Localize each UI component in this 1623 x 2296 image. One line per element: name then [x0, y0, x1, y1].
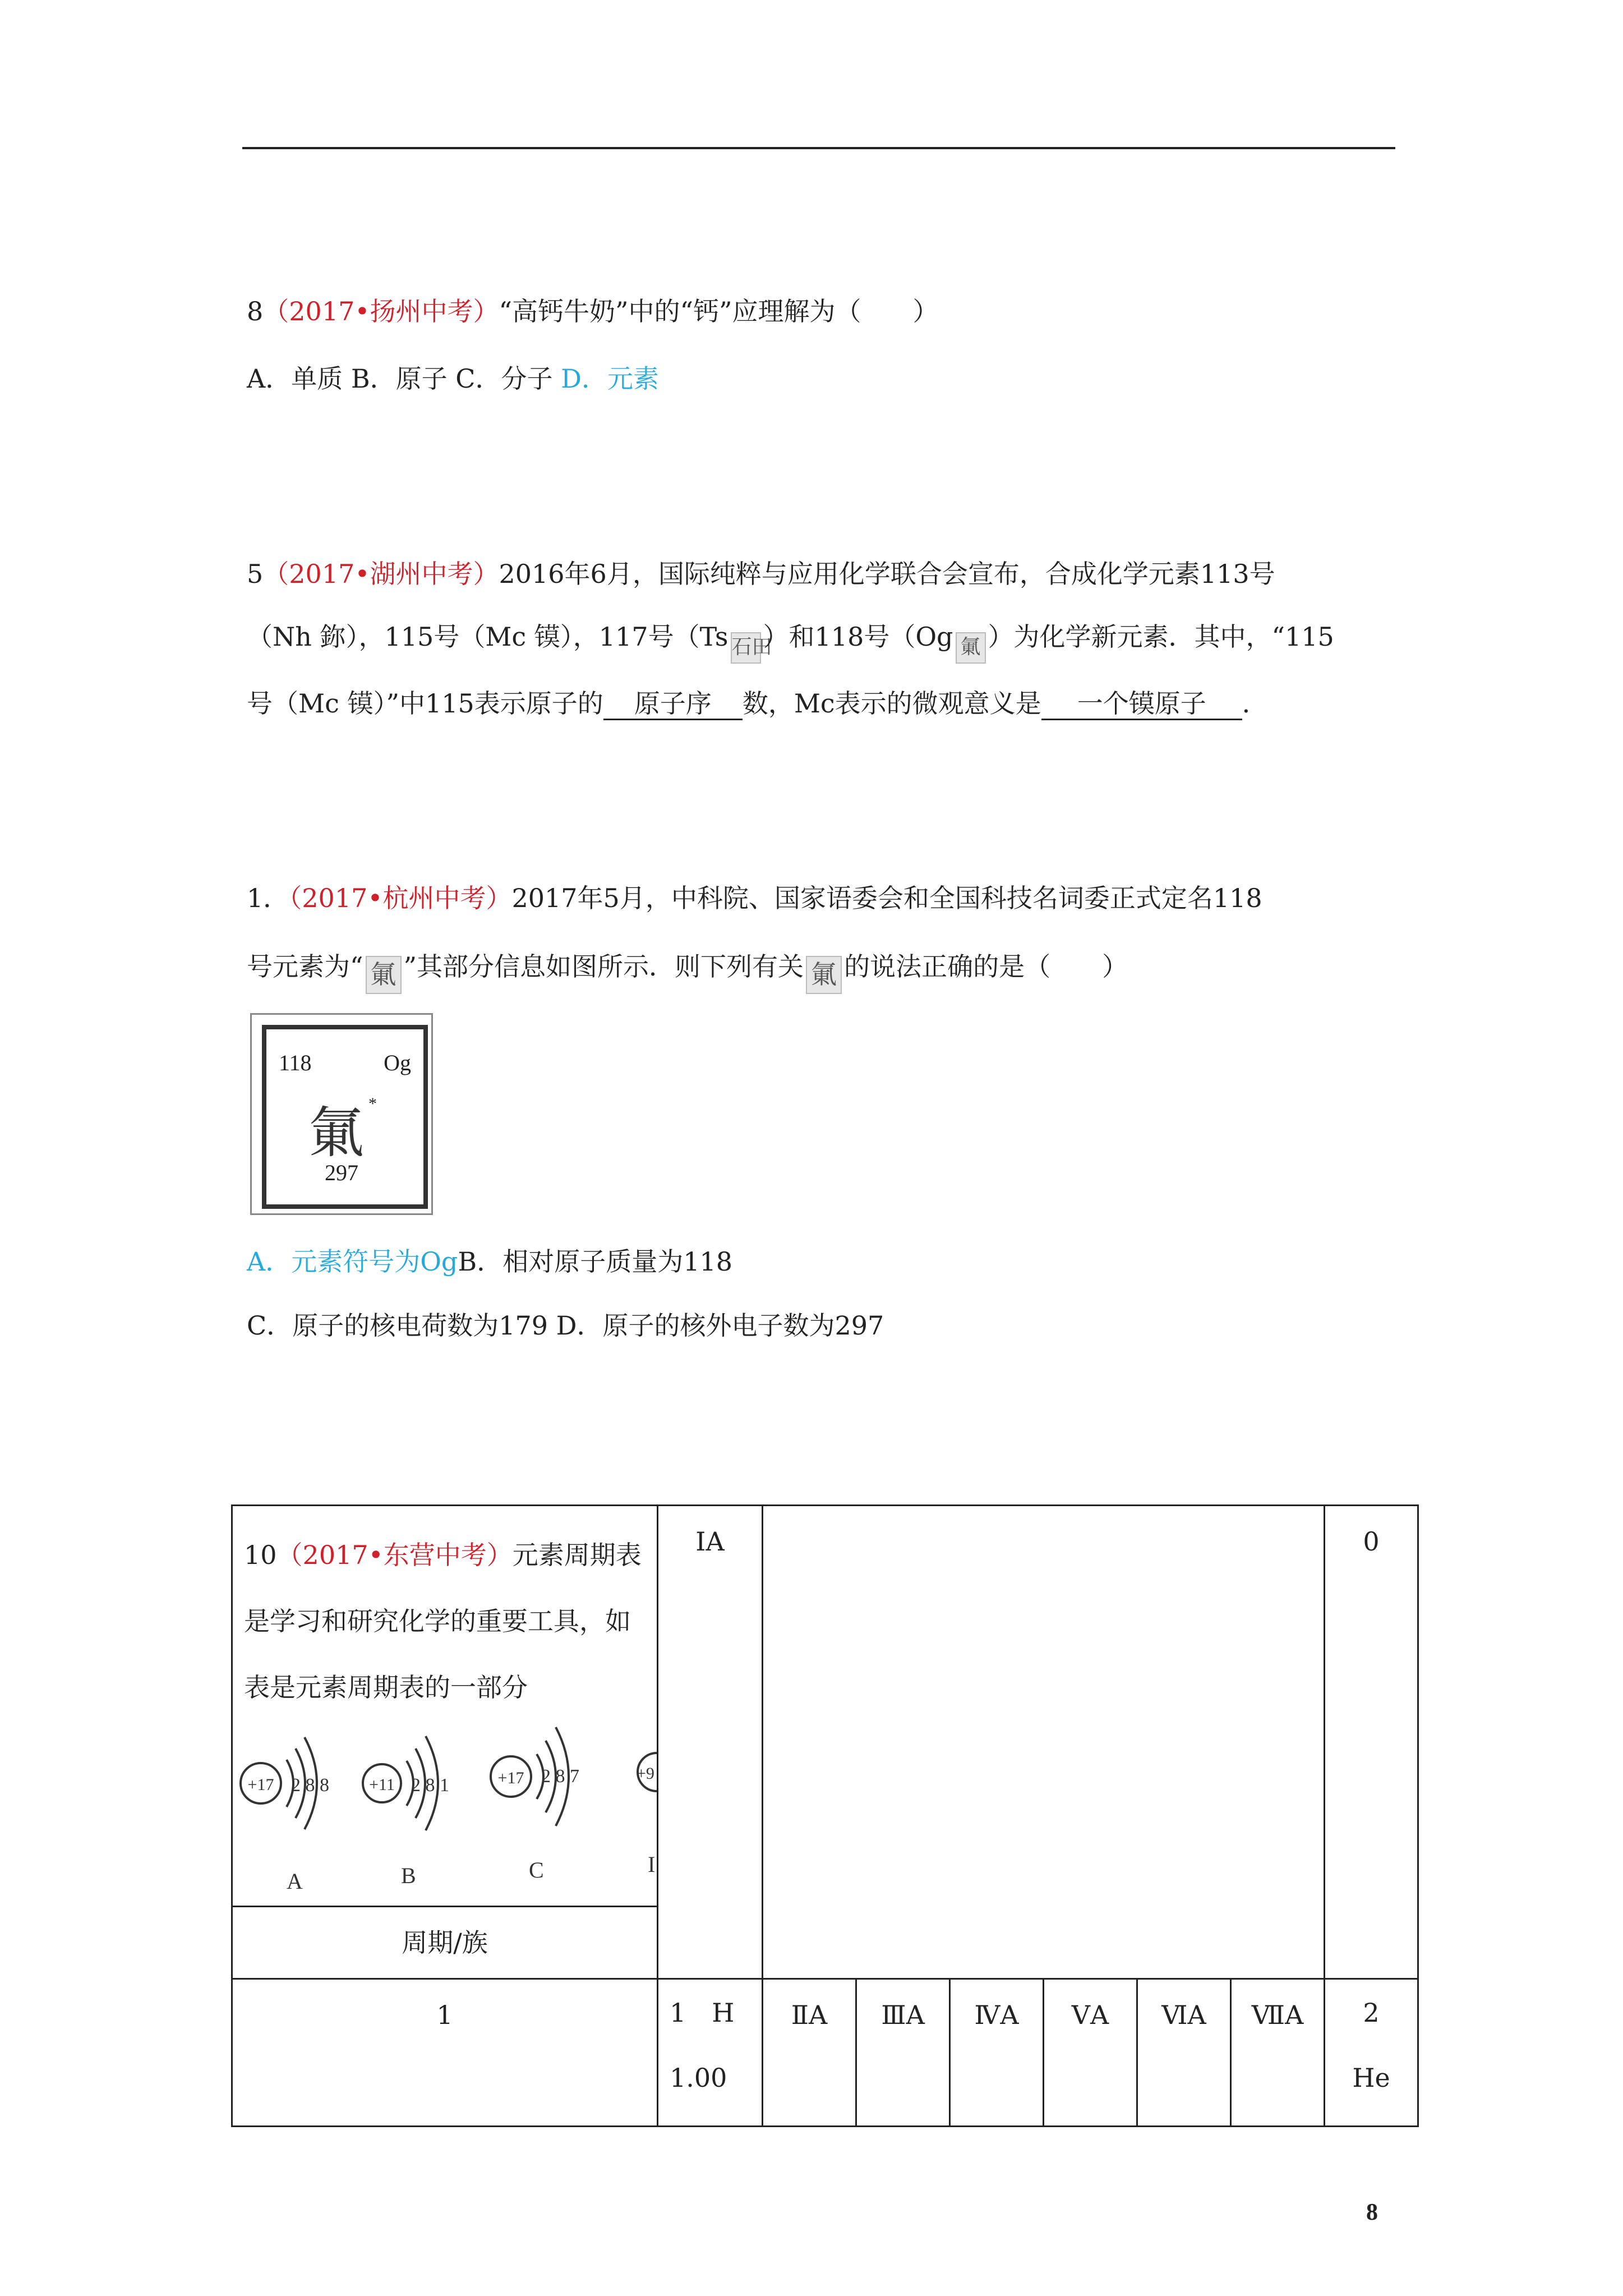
atom-c-nucleus: +17	[497, 1769, 524, 1787]
q1-line-2c: 的说法正确的是（ ）	[844, 951, 1128, 982]
atom-diagram-svg	[233, 1720, 657, 1906]
q1-option-b: B．相对原子质量为118	[458, 1246, 732, 1277]
atom-d-partial	[637, 1753, 657, 1877]
hydrogen-cell	[658, 1979, 763, 2127]
q5-line-2c: ）为化学新元素．其中，“115	[988, 622, 1334, 652]
q1-line-1	[247, 885, 1262, 911]
atom-b-label: B	[401, 1863, 416, 1888]
q5-source: （2017•湖州中考）	[263, 559, 499, 589]
q10-source: （2017•东营中考）	[276, 1540, 513, 1570]
q1-option-a: A．元素符号为Og	[247, 1246, 458, 1277]
element-symbol: Og	[384, 1050, 411, 1075]
header-rule	[242, 147, 1395, 149]
group-iva: ⅣA	[950, 1979, 1044, 2127]
q1-options-cd	[247, 1310, 884, 1341]
period-group-header: 周期/族	[233, 1906, 657, 1978]
atom-c	[491, 1727, 579, 1883]
q1-options-ab	[247, 1246, 732, 1277]
atom-a-nucleus: +17	[247, 1775, 274, 1794]
atom-d-nucleus: +9	[637, 1764, 654, 1783]
q5-line-2a: （Nh 鉨），115号（Mc 镆），117号（Ts	[247, 622, 728, 652]
og-element-glyph: 氭	[366, 956, 402, 994]
q10-intro-text: 元素周期表是学习和研究化学的重要工具，如表是元素周期表的一部分	[244, 1540, 642, 1703]
atom-a-shells: 2 8 8	[291, 1775, 329, 1796]
q1-source: （2017•杭州中考）	[289, 883, 512, 913]
group-ia-header: IA	[658, 1506, 763, 1979]
atom-a	[241, 1737, 329, 1894]
og-element-glyph: 氭	[806, 956, 842, 994]
q1-line-2	[247, 951, 1128, 994]
q5-line-1-text: 2016年6月，国际纯粹与应用化学联合会宣布，合成化学元素113号	[499, 559, 1275, 589]
atom-structure-diagrams	[233, 1720, 657, 1906]
q5-line-1	[247, 561, 1275, 587]
group-iia: ⅡA	[763, 1979, 856, 2127]
q8-source: （2017•扬州中考）	[263, 296, 499, 326]
hydrogen-top: 1 H	[670, 1998, 735, 2028]
atom-d-label: I	[648, 1852, 656, 1877]
helium-cell	[1325, 1979, 1418, 2127]
q8-options-text: A．单质 B．原子 C．分子	[247, 364, 561, 394]
helium-symbol: He	[1352, 2063, 1390, 2093]
q8-number: 8	[247, 296, 264, 326]
atom-c-shells: 2 8 7	[541, 1766, 579, 1787]
element-star-mark: *	[368, 1094, 377, 1113]
q5-blank-2: 一个镆原子	[1041, 689, 1242, 720]
atom-a-label: A	[287, 1869, 303, 1894]
q10-intro-cell	[232, 1506, 658, 1979]
group-viia: ⅦA	[1231, 1979, 1325, 2127]
atom-b-shells: 2 8 1	[411, 1775, 449, 1796]
group-va: ⅤA	[1044, 1979, 1137, 2127]
atom-b-nucleus: +11	[369, 1775, 395, 1794]
q8-options	[247, 366, 659, 392]
q5-blank-1: 原子序	[603, 689, 743, 720]
header-empty-span	[763, 1506, 1325, 1979]
page-number: 8	[1366, 2200, 1378, 2225]
q1-line-2b: ”其部分信息如图所示．则下列有关	[403, 951, 804, 982]
periodic-table	[231, 1504, 1419, 2127]
og-element-glyph: 氭	[956, 632, 986, 664]
q10-number: 10	[244, 1540, 277, 1570]
element-card	[262, 1025, 428, 1209]
q8-stem	[247, 298, 939, 324]
period-1-label: 1	[232, 1979, 658, 2127]
group-zero-header: 0	[1325, 1506, 1418, 1979]
q10-intro	[233, 1506, 657, 1720]
q1-number: 1．	[247, 883, 289, 913]
q5-line-3	[247, 689, 1268, 720]
group-via: ⅥA	[1137, 1979, 1231, 2127]
atom-b	[363, 1736, 449, 1888]
q1-line-2a: 号元素为“	[247, 951, 363, 982]
q5-line-3c: ．	[1242, 688, 1268, 719]
atom-c-label: C	[529, 1857, 544, 1883]
q5-line-2b: ）和118号（Og	[763, 622, 953, 652]
element-atomic-mass: 297	[325, 1160, 358, 1185]
q5-line-2	[247, 624, 1334, 664]
q5-line-3a: 号（Mc 镆）”中115表示原子的	[247, 688, 603, 719]
q5-line-3b: 数，Mc表示的微观意义是	[742, 688, 1041, 719]
element-card-figure	[250, 1013, 433, 1215]
q8-stem-text: “高钙牛奶”中的“钙”应理解为（ ）	[499, 296, 939, 326]
group-iiia: ⅢA	[856, 1979, 950, 2127]
element-atomic-number: 118	[279, 1050, 312, 1075]
q1-line-1-text: 2017年5月，中科院、国家语委会和全国科技名词委正式定名118	[511, 883, 1262, 913]
q5-number: 5	[247, 559, 264, 589]
hydrogen-mass: 1.00	[670, 2063, 727, 2093]
element-name: 氭	[309, 1103, 365, 1164]
q8-answer-option: D．元素	[561, 364, 659, 394]
helium-number: 2	[1363, 1998, 1380, 2028]
q1-option-cd: C．原子的核电荷数为179 D．原子的核外电子数为297	[247, 1310, 884, 1341]
ts-element-glyph: 石田	[731, 632, 761, 664]
